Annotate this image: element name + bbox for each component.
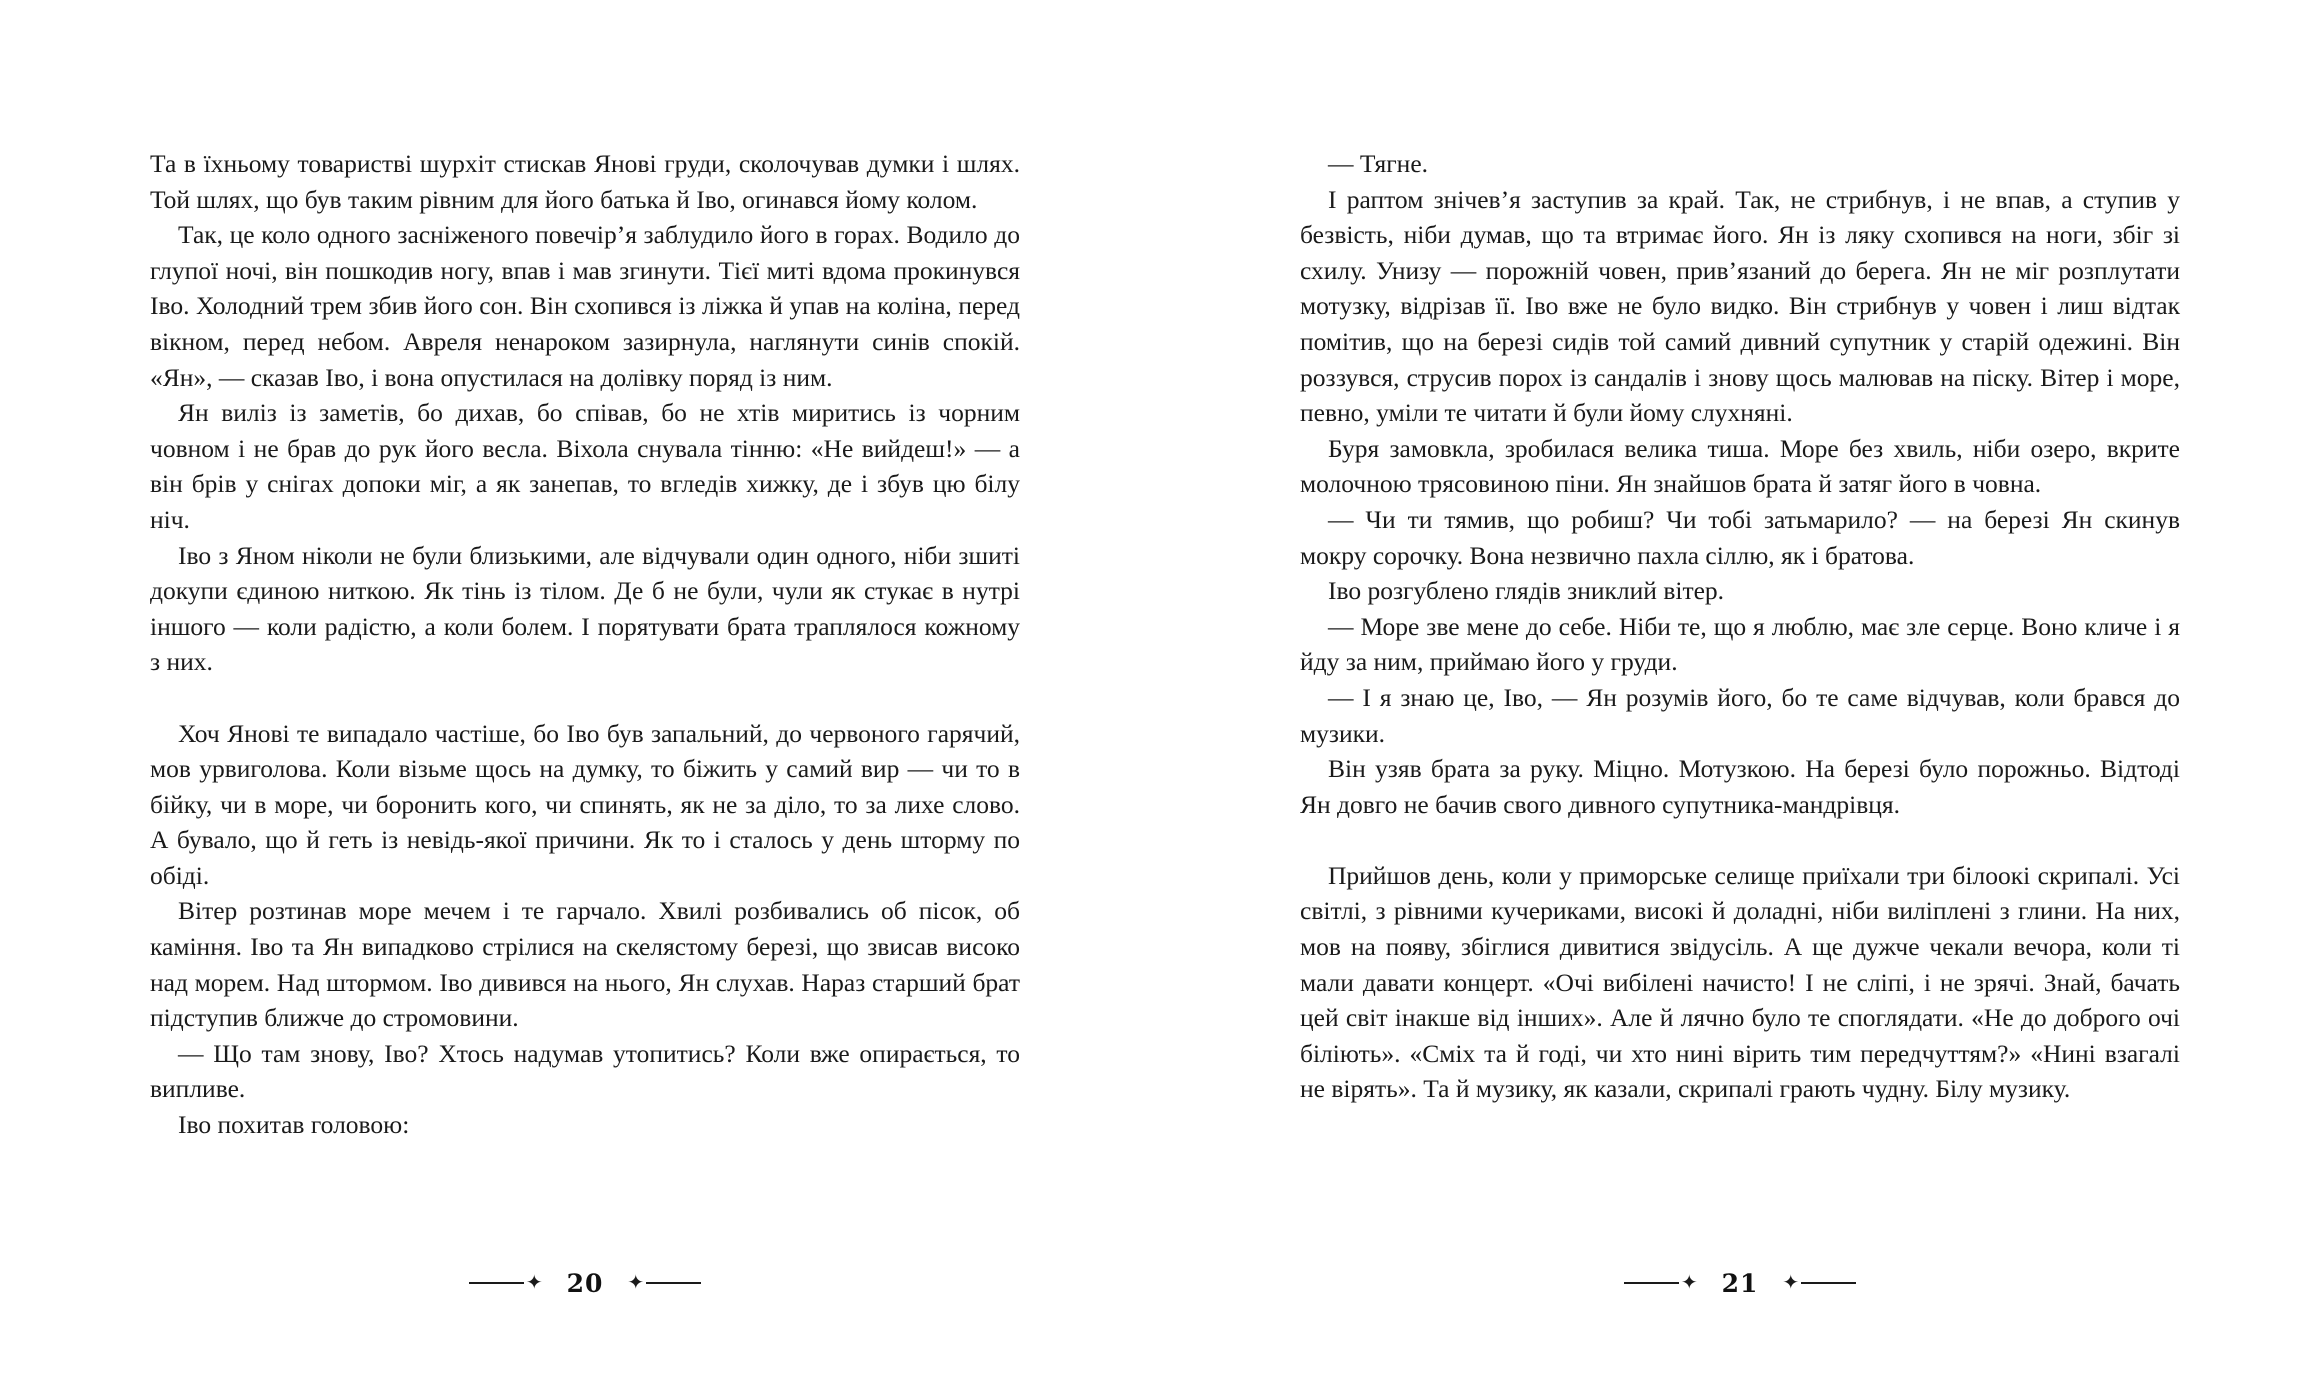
star-icon: ✦ [1680, 1272, 1698, 1294]
paragraph: Іво розгублено глядів зниклий вітер. [1328, 576, 1725, 606]
left-page-text [150, 146, 1020, 1143]
page-number-ornament [150, 1268, 1020, 1298]
page-number: 20 [566, 1268, 604, 1298]
paragraph: І раптом знічев’я заступив за край. Так, не стрибнув, і не впав, а ступив у безвість, ніби думав, що та втримає його. Ян із ляку схопився на ноги, збіг зі схилу. Унизу — порожній човен, прив’язаний до берега. Ян не міг розплутати мотузку, відрізав її. Іво вже не було видко. Він стрибнув у човен і лиш відтак помітив, що на березі сидів той самий дивний супутник у старій одежині. Він роззувся, струсив порох із сандалів і знову щось малював на піску. Вітер і море, певно, уміли те читати й були йому слухняні. [1300, 184, 2180, 428]
right-page [1300, 0, 2180, 1388]
paragraph: Вітер розтинав море мечем і те гарчало. Хвилі розбивались об пісок, об каміння. Іво та Ян випадково стрілися на скелястому березі, що звисав високо над морем. Над штормом. Іво дивився на нього, Ян слухав. Нараз старший брат підступив ближче до стромовини. [150, 896, 1020, 1033]
star-icon: ✦ [525, 1272, 543, 1294]
paragraph: Хоч Янові те випадало частіше, бо Іво був запальний, до червоного гарячий, мов урвиголова. Коли візьме щось на думку, то біжить у самий вир — чи то в бійку, чи в море, чи боронить кого, чи спинять, як не за діло, то за лихе слово. А бувало, що й геть із невідь-якої причини. Як то і сталось у день шторму по обіді. [150, 718, 1020, 890]
paragraph: — Море зве мене до себе. Ніби те, що я люблю, має зле серце. Воно кличе і я йду за ним, приймаю його у груди. [1300, 611, 2180, 677]
paragraph: Та в їхньому товаристві шурхіт стискав Янові груди, сколочував думки і шлях. Той шлях, що був таким рівним для його батька й Іво, огинався йому колом. [150, 149, 1020, 214]
paragraph: — Що там знову, Іво? Хтось надумав утопитись? Коли вже опирається, то випливе. [150, 1038, 1020, 1104]
paragraph: — І я знаю це, Іво, — Ян розумів його, бо те саме відчував, коли брався до музики. [1300, 682, 2180, 748]
page-number-ornament [1300, 1268, 2180, 1298]
ornament-rule [1801, 1282, 1856, 1284]
paragraph: Він узяв брата за руку. Міцно. Мотузкою. На березі було порожньо. Відтоді Ян довго не бачив свого дивного супутника-мандрівця. [1300, 754, 2180, 819]
paragraph: — Тягне. [1328, 149, 1429, 178]
ornament-rule [1624, 1282, 1679, 1284]
paragraph: Прийшов день, коли у приморське селище приїхали три білоокі скрипалі. Усі світлі, з рівними кучериками, високі й доладні, ніби виліплені з глини. На них, мов на появу, збіглися дивитися звідусіль. А ще дужче чекали вечора, коли ті мали давати концерт. «Очі вибілені начисто! І не сліпі, і не зрячі. Знай, бачать цей світ інакше від інших». Але й лячно було те споглядати. «Не до доброго очі біліють». «Сміх та й годі, чи хто нині вірить тим передчуттям?» «Нині взагалі не вірять». Та й музику, як казали, скрипалі грають чудну. Білу музику. [1300, 860, 2180, 1104]
paragraph: Іво похитав головою: [178, 1110, 410, 1140]
right-page-text [1300, 146, 2180, 1107]
paragraph: Так, це коло одного засніженого повечір’я заблудило його в горах. Водило до глупої ночі, він пошкодив ногу, впав і мав згинути. Тієї миті вдома прокинувся Іво. Холодний трем збив його сон. Він схопився із ліжка й упав на коліна, перед вікном, перед небом. Авреля ненароком зазирнула, наглянути синів спокій. «Ян», — сказав Іво, і вона опустилася на долівку поряд із ним. [150, 220, 1020, 392]
page-number: 21 [1721, 1268, 1759, 1298]
star-icon: ✦ [627, 1272, 645, 1294]
left-page [150, 0, 1020, 1388]
ornament-rule [469, 1282, 524, 1284]
paragraph: Буря замовкла, зробилася велика тиша. Море без хвиль, ніби озеро, вкрите молочною трясовиною піни. Ян знайшов брата й затяг його в човна. [1300, 433, 2180, 499]
star-icon: ✦ [1782, 1272, 1800, 1294]
paragraph: Іво з Яном ніколи не були близькими, але відчували один одного, ніби зшиті докупи єдиною ниткою. Як тінь із тілом. Де б не були, чули як стукає в нутрі іншого — коли радістю, а коли болем. І порятувати брата траплялося кожному з них. [150, 540, 1020, 677]
ornament-rule [646, 1282, 701, 1284]
paragraph: — Чи ти тямив, що робиш? Чи тобі затьмарило? — на березі Ян скинув мокру сорочку. Вона незвично пахла сіллю, як і братова. [1300, 504, 2180, 570]
paragraph: Ян виліз із заметів, бо дихав, бо співав, бо не хтів миритись із чорним човном і не брав до рук його весла. Віхола снувала тінню: «Не вийдеш!» — а він брів у снігах допоки міг, а як занепав, то вгледів хижку, де і збув цю білу ніч. [150, 398, 1020, 534]
